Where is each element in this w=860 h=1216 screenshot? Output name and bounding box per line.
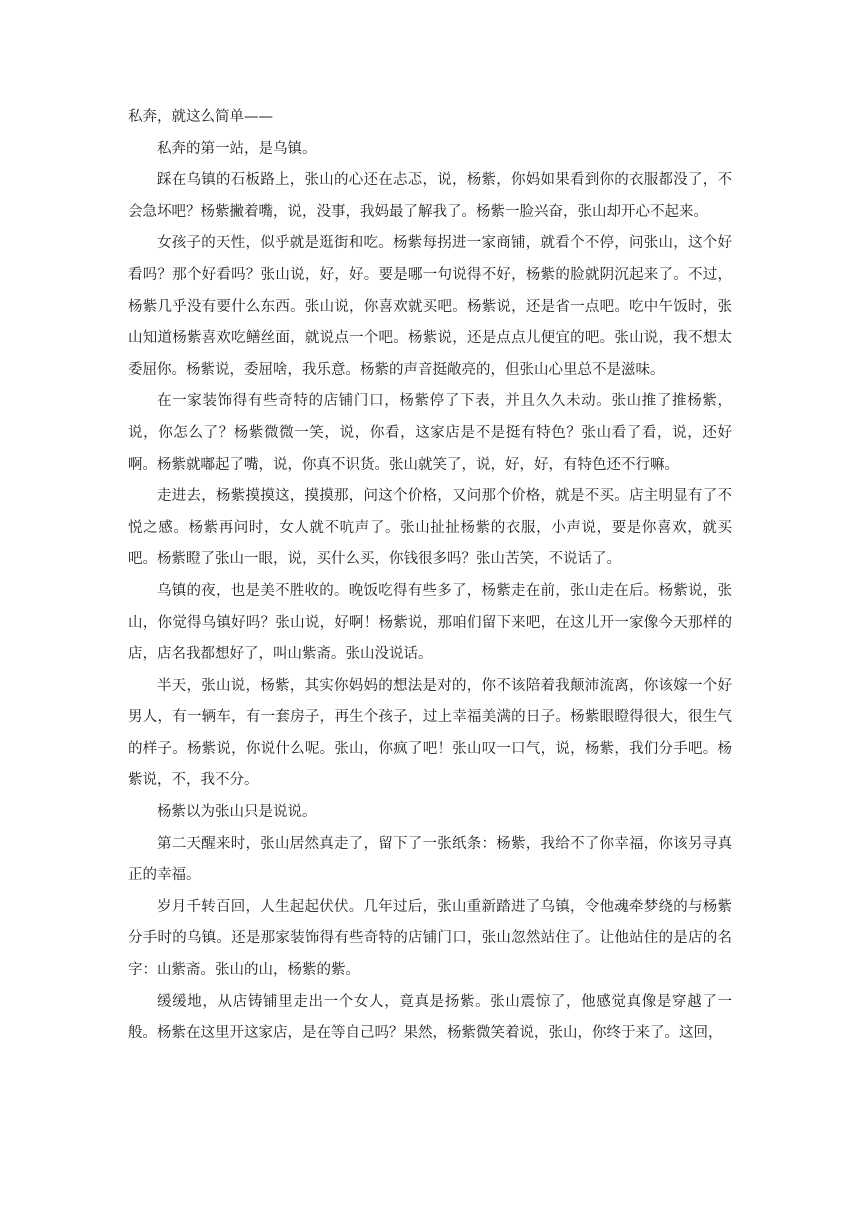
- paragraph: 缓缓地，从店铸铺里走出一个女人，竟真是扬紫。张山震惊了，他感觉真像是穿越了一般。杨紫在这里开这家店，是在等自己吗？果然，杨紫微笑着说，张山，你终于来了。这回，: [128, 993, 732, 1042]
- paragraph: 半天，张山说，杨紫，其实你妈妈的想法是对的，你不该陪着我颠沛流离，你该嫁一个好男人，有一辆车，有一套房子，再生个孩子，过上幸福美满的日子。杨紫眼瞪得很大，很生气的样子。杨紫说，你说什么呢。张山，你疯了吧！张山叹一口气，说，杨紫，我们分手吧。杨紫说，不，我不分。: [128, 677, 732, 789]
- paragraph: 走进去，杨紫摸摸这，摸摸那，问这个价格，又问那个价格，就是不买。店主明显有了不悦之感。杨紫再问时，女人就不吭声了。张山扯扯杨紫的衣服，小声说，要是你喜欢，就买吧。杨紫瞪了张山一眼，说，买什么买，你钱很多吗？张山苦笑，不说话了。: [128, 488, 732, 568]
- paragraph: 私奔，就这么简单——: [128, 109, 273, 125]
- paragraph: 女孩子的天性，似乎就是逛街和吃。杨紫每拐进一家商铺，就看个不停，问张山，这个好看吗？那个好看吗？张山说，好，好。要是哪一句说得不好，杨紫的脸就阴沉起来了。不过，杨紫几乎没有要什么东西。张山说，你喜欢就买吧。杨紫说，还是省一点吧。吃中午饭时，张山知道杨紫喜欢吃鳝丝面，就说点一个吧。杨紫说，还是点点儿便宜的吧。张山说，我不想太委屈你。杨紫说，委屈啥，我乐意。杨紫的声音挺敞亮的，但张山心里总不是滋味。: [128, 235, 732, 378]
- paragraph: 踩在乌镇的石板路上，张山的心还在忐忑，说，杨紫，你妈如果看到你的衣服都没了，不会急坏吧？杨紫撇着嘴，说，没事，我妈最了解我了。杨紫一脸兴奋，张山却开心不起来。: [128, 172, 732, 220]
- paragraph: 第二天醒来时，张山居然真走了，留下了一张纸条：杨紫，我给不了你幸福，你该另寻真正的幸福。: [128, 835, 732, 884]
- paragraph: 乌镇的夜，也是美不胜收的。晚饭吃得有些多了，杨紫走在前，张山走在后。杨紫说，张山，你觉得乌镇好吗？张山说，好啊！杨紫说，那咱们留下来吧，在这儿开一家像今天那样的店，店名我都想好了，叫山紫斋。张山没说话。: [128, 582, 732, 663]
- paragraph: 岁月千转百回，人生起起伏伏。几年过后，张山重新踏进了乌镇，令他魂牵梦绕的与杨紫分手时的乌镇。还是那家装饰得有些奇特的店铺门口，张山忽然站住了。让他站住的是店的名字：山紫斋。张山的山，杨紫的紫。: [128, 898, 732, 979]
- paragraph: 在一家装饰得有些奇特的店铺门口，杨紫停了下表，并且久久未动。张山推了推杨紫，说，你怎么了？杨紫微微一笑，说，你看，这家店是不是挺有特色？张山看了看，说，还好啊。杨紫就嘟起了嘴，说，你真不识货。张山就笑了，说，好，好，有特色还不行嘛。: [128, 393, 732, 473]
- document-body: [128, 102, 732, 1050]
- paragraph: 杨紫以为张山只是说说。: [157, 804, 317, 821]
- paragraph: 私奔的第一站，是乌镇。: [157, 140, 317, 157]
